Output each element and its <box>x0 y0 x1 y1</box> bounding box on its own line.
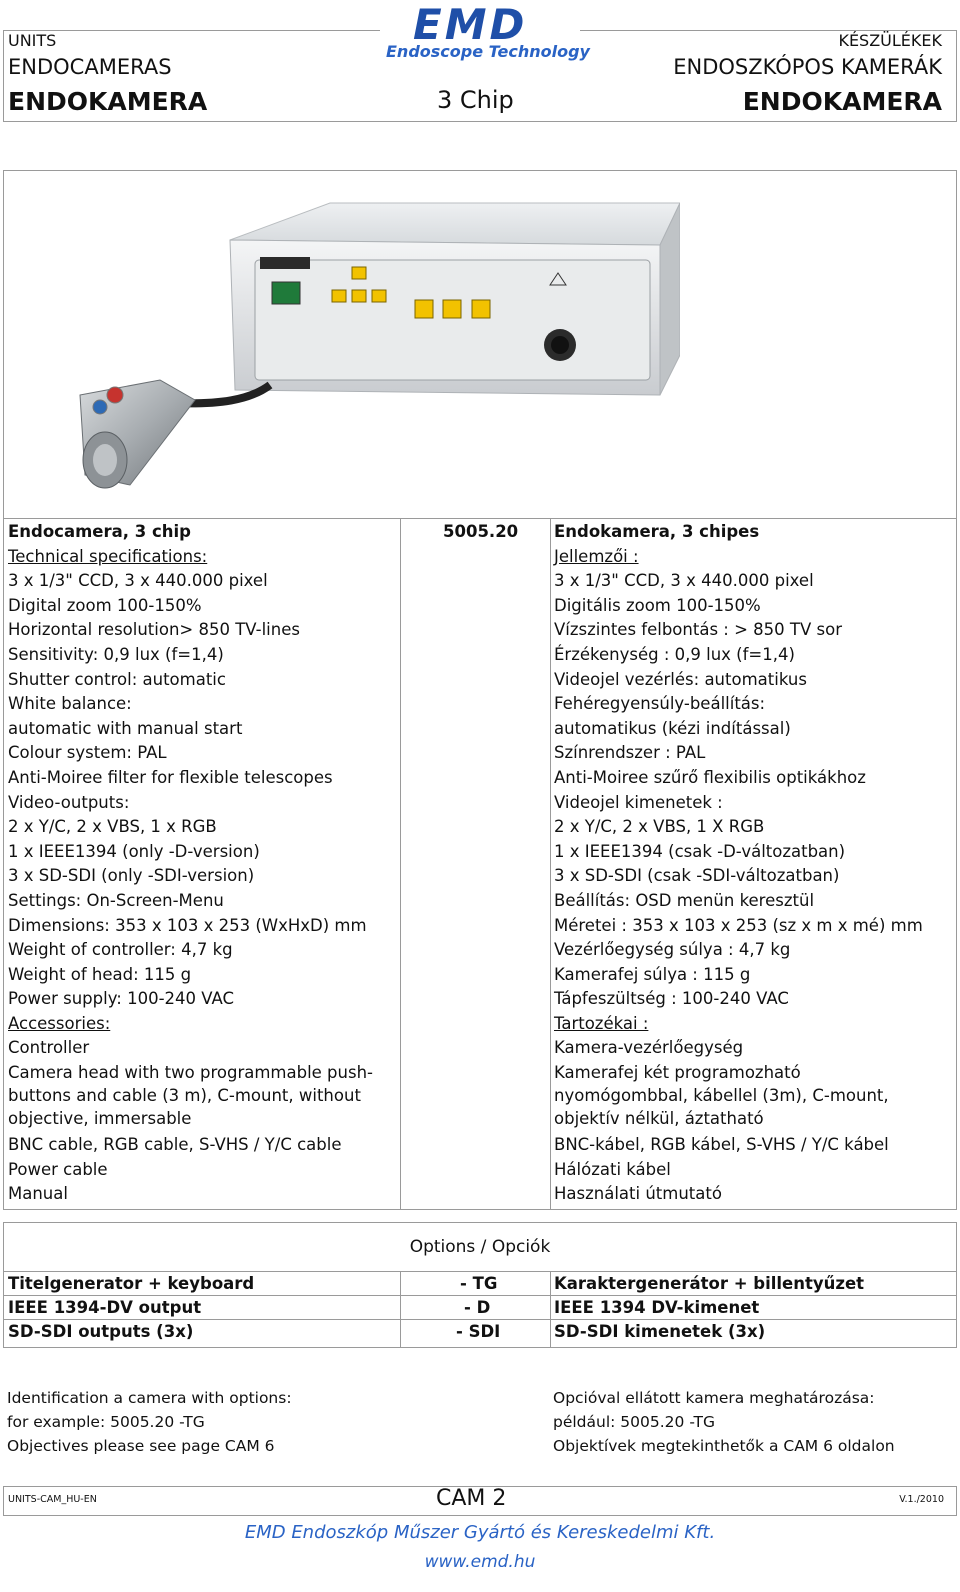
footer-version: V.1./2010 <box>899 1494 944 1505</box>
spec-hu-line: Színrendszer : PAL <box>554 743 706 763</box>
note-en-line: for example: 5005.20 -TG <box>7 1413 205 1431</box>
spec-en-line: Horizontal resolution> 850 TV-lines <box>8 620 300 640</box>
option-en: Titelgenerator + keyboard <box>8 1274 255 1293</box>
product-code: 5005.20 <box>443 522 519 541</box>
spec-hu-line: Videojel vezérlés: automatikus <box>554 669 807 689</box>
spec-hu-line: Kamerafej súlya : 115 g <box>554 964 751 984</box>
options-title: Options / Opciók <box>409 1237 551 1257</box>
spec-en-line: 3 x SD-SDI (only -SDI-version) <box>8 866 255 886</box>
header-left-1: UNITS <box>8 31 57 50</box>
options-divider-1 <box>400 1271 401 1347</box>
spec-hu-line: 3 x SD-SDI (csak -SDI-változatban) <box>554 866 840 886</box>
spec-hu-line: Használati útmutató <box>554 1184 722 1204</box>
spec-column-english <box>8 520 373 1207</box>
note-hu-line: Opcióval ellátott kamera meghatározása: <box>553 1389 875 1407</box>
note-en-line: Objectives please see page CAM 6 <box>7 1437 275 1455</box>
spec-en-line: BNC cable, RGB cable, S-VHS / Y/C cable <box>8 1135 342 1155</box>
header-right-2: ENDOSZKÓPOS KAMERÁK <box>673 55 942 79</box>
company-logo: EMD <box>413 0 528 49</box>
spec-hu-line: Érzékenység : 0,9 lux (f=1,4) <box>554 644 795 664</box>
spec-en-line: White balance: <box>8 694 132 714</box>
options-divider-2 <box>550 1271 551 1347</box>
spec-hu-line: 3 x 1/3" CCD, 3 x 440.000 pixel <box>554 571 814 591</box>
option-hu: SD-SDI kimenetek (3x) <box>554 1322 766 1341</box>
spec-en-line: automatic with manual start <box>8 718 243 738</box>
spec-hu-line: BNC-kábel, RGB kábel, S-VHS / Y/C kábel <box>554 1135 889 1155</box>
spec-hu-line: objektív nélkül, áztatható <box>554 1109 764 1129</box>
options-table <box>3 1222 957 1348</box>
spec-en-line: Weight of head: 115 g <box>8 964 192 984</box>
specification-table <box>3 518 957 1210</box>
notes-hungarian <box>553 1386 895 1458</box>
spec-en-line: Video-outputs: <box>8 792 130 812</box>
spec-en-line: 1 x IEEE1394 (only -D-version) <box>8 841 260 861</box>
spec-en-line: Colour system: PAL <box>8 743 167 763</box>
option-en: IEEE 1394-DV output <box>8 1298 202 1317</box>
spec-en-line: Accessories: <box>8 1013 111 1033</box>
footer-website-link[interactable]: www.emd.hu <box>424 1552 536 1572</box>
spec-hu-line: 1 x IEEE1394 (csak -D-változatban) <box>554 841 846 861</box>
spec-en-line: Digital zoom 100-150% <box>8 595 202 615</box>
footer-doc-id: UNITS-CAM_HU-EN <box>8 1494 97 1505</box>
spec-en-line: Power cable <box>8 1159 108 1179</box>
column-divider-1 <box>400 519 401 1209</box>
spec-en-line: Settings: On-Screen-Menu <box>8 890 224 910</box>
note-en-line: Identification a camera with options: <box>7 1389 292 1407</box>
header-left-2: ENDOCAMERAS <box>8 55 172 79</box>
spec-hu-line: 2 x Y/C, 2 x VBS, 1 X RGB <box>554 817 765 837</box>
spec-hu-line: Beállítás: OSD menün keresztül <box>554 890 815 910</box>
option-code: - SDI <box>456 1322 501 1341</box>
spec-en-line: Power supply: 100-240 VAC <box>8 989 235 1009</box>
spec-en-line: Anti-Moiree filter for flexible telescopes <box>8 767 333 787</box>
spec-hu-line: nyomógombbal, kábellel (3m), C-mount, <box>554 1086 889 1106</box>
spec-hu-line: automatikus (kézi indítással) <box>554 718 791 738</box>
option-code: - TG <box>460 1274 498 1293</box>
spec-en-line: Endocamera, 3 chip <box>8 522 191 541</box>
spec-hu-line: Tápfeszültség : 100-240 VAC <box>554 989 789 1009</box>
notes-english <box>7 1386 292 1458</box>
spec-column-hungarian <box>554 520 923 1207</box>
spec-hu-line: Endokamera, 3 chipes <box>554 522 760 541</box>
spec-hu-line: Fehéregyensúly-beállítás: <box>554 694 766 714</box>
spec-en-line: Weight of controller: 4,7 kg <box>8 940 233 960</box>
spec-en-line: Camera head with two programmable push- <box>8 1063 373 1083</box>
spec-hu-line: Méretei : 353 x 103 x 253 (sz x m x mé) mm <box>554 915 923 935</box>
options-row <box>4 1271 956 1296</box>
note-hu-line: például: 5005.20 -TG <box>553 1413 715 1431</box>
spec-en-line: Technical specifications: <box>8 546 208 566</box>
spec-en-line: Controller <box>8 1038 90 1058</box>
spec-hu-line: Tartozékai : <box>554 1013 649 1033</box>
header-right-3: ENDOKAMERA <box>742 87 942 116</box>
spec-hu-line: Jellemzői : <box>554 546 639 566</box>
spec-en-line: 3 x 1/3" CCD, 3 x 440.000 pixel <box>8 571 268 591</box>
spec-hu-line: Digitális zoom 100-150% <box>554 595 761 615</box>
spec-hu-line: Vízszintes felbontás : > 850 TV sor <box>554 620 842 640</box>
option-en: SD-SDI outputs (3x) <box>8 1322 194 1341</box>
spec-en-line: Shutter control: automatic <box>8 669 226 689</box>
footer-page-label: CAM 2 <box>436 1486 507 1511</box>
option-hu: IEEE 1394 DV-kimenet <box>554 1298 760 1317</box>
spec-hu-line: Vezérlőegység súlya : 4,7 kg <box>554 940 791 960</box>
spec-hu-line: Kamera-vezérlőegység <box>554 1038 744 1058</box>
spec-en-line: Manual <box>8 1184 68 1204</box>
logo-subtitle: Endoscope Technology <box>386 42 590 61</box>
spec-hu-line: Videojel kimenetek : <box>554 792 723 812</box>
header-left-3: ENDOKAMERA <box>8 87 208 116</box>
header-center: 3 Chip <box>437 86 514 114</box>
spec-en-line: buttons and cable (3 m), C-mount, without <box>8 1086 361 1106</box>
endocamera-product-image <box>60 185 680 515</box>
spec-en-line: Sensitivity: 0,9 lux (f=1,4) <box>8 644 224 664</box>
options-row <box>4 1319 956 1344</box>
spec-hu-line: Anti-Moiree szűrő flexibilis optikákhoz <box>554 767 866 787</box>
spec-en-line: 2 x Y/C, 2 x VBS, 1 x RGB <box>8 817 217 837</box>
footer-company-name: EMD Endoszkóp Műszer Gyártó és Kereskedelmi Kft. <box>244 1522 716 1543</box>
option-code: - D <box>464 1298 491 1317</box>
column-divider-2 <box>550 519 551 1209</box>
note-hu-line: Objektívek megtekinthetők a CAM 6 oldalon <box>553 1437 895 1455</box>
spec-en-line: objective, immersable <box>8 1109 192 1129</box>
options-row <box>4 1295 956 1320</box>
spec-en-line: Dimensions: 353 x 103 x 253 (WxHxD) mm <box>8 915 367 935</box>
header-right-1: KÉSZÜLÉKEK <box>838 31 942 50</box>
option-hu: Karaktergenerátor + billentyűzet <box>554 1274 865 1293</box>
spec-hu-line: Hálózati kábel <box>554 1159 671 1179</box>
spec-hu-line: Kamerafej két programozható <box>554 1063 801 1083</box>
